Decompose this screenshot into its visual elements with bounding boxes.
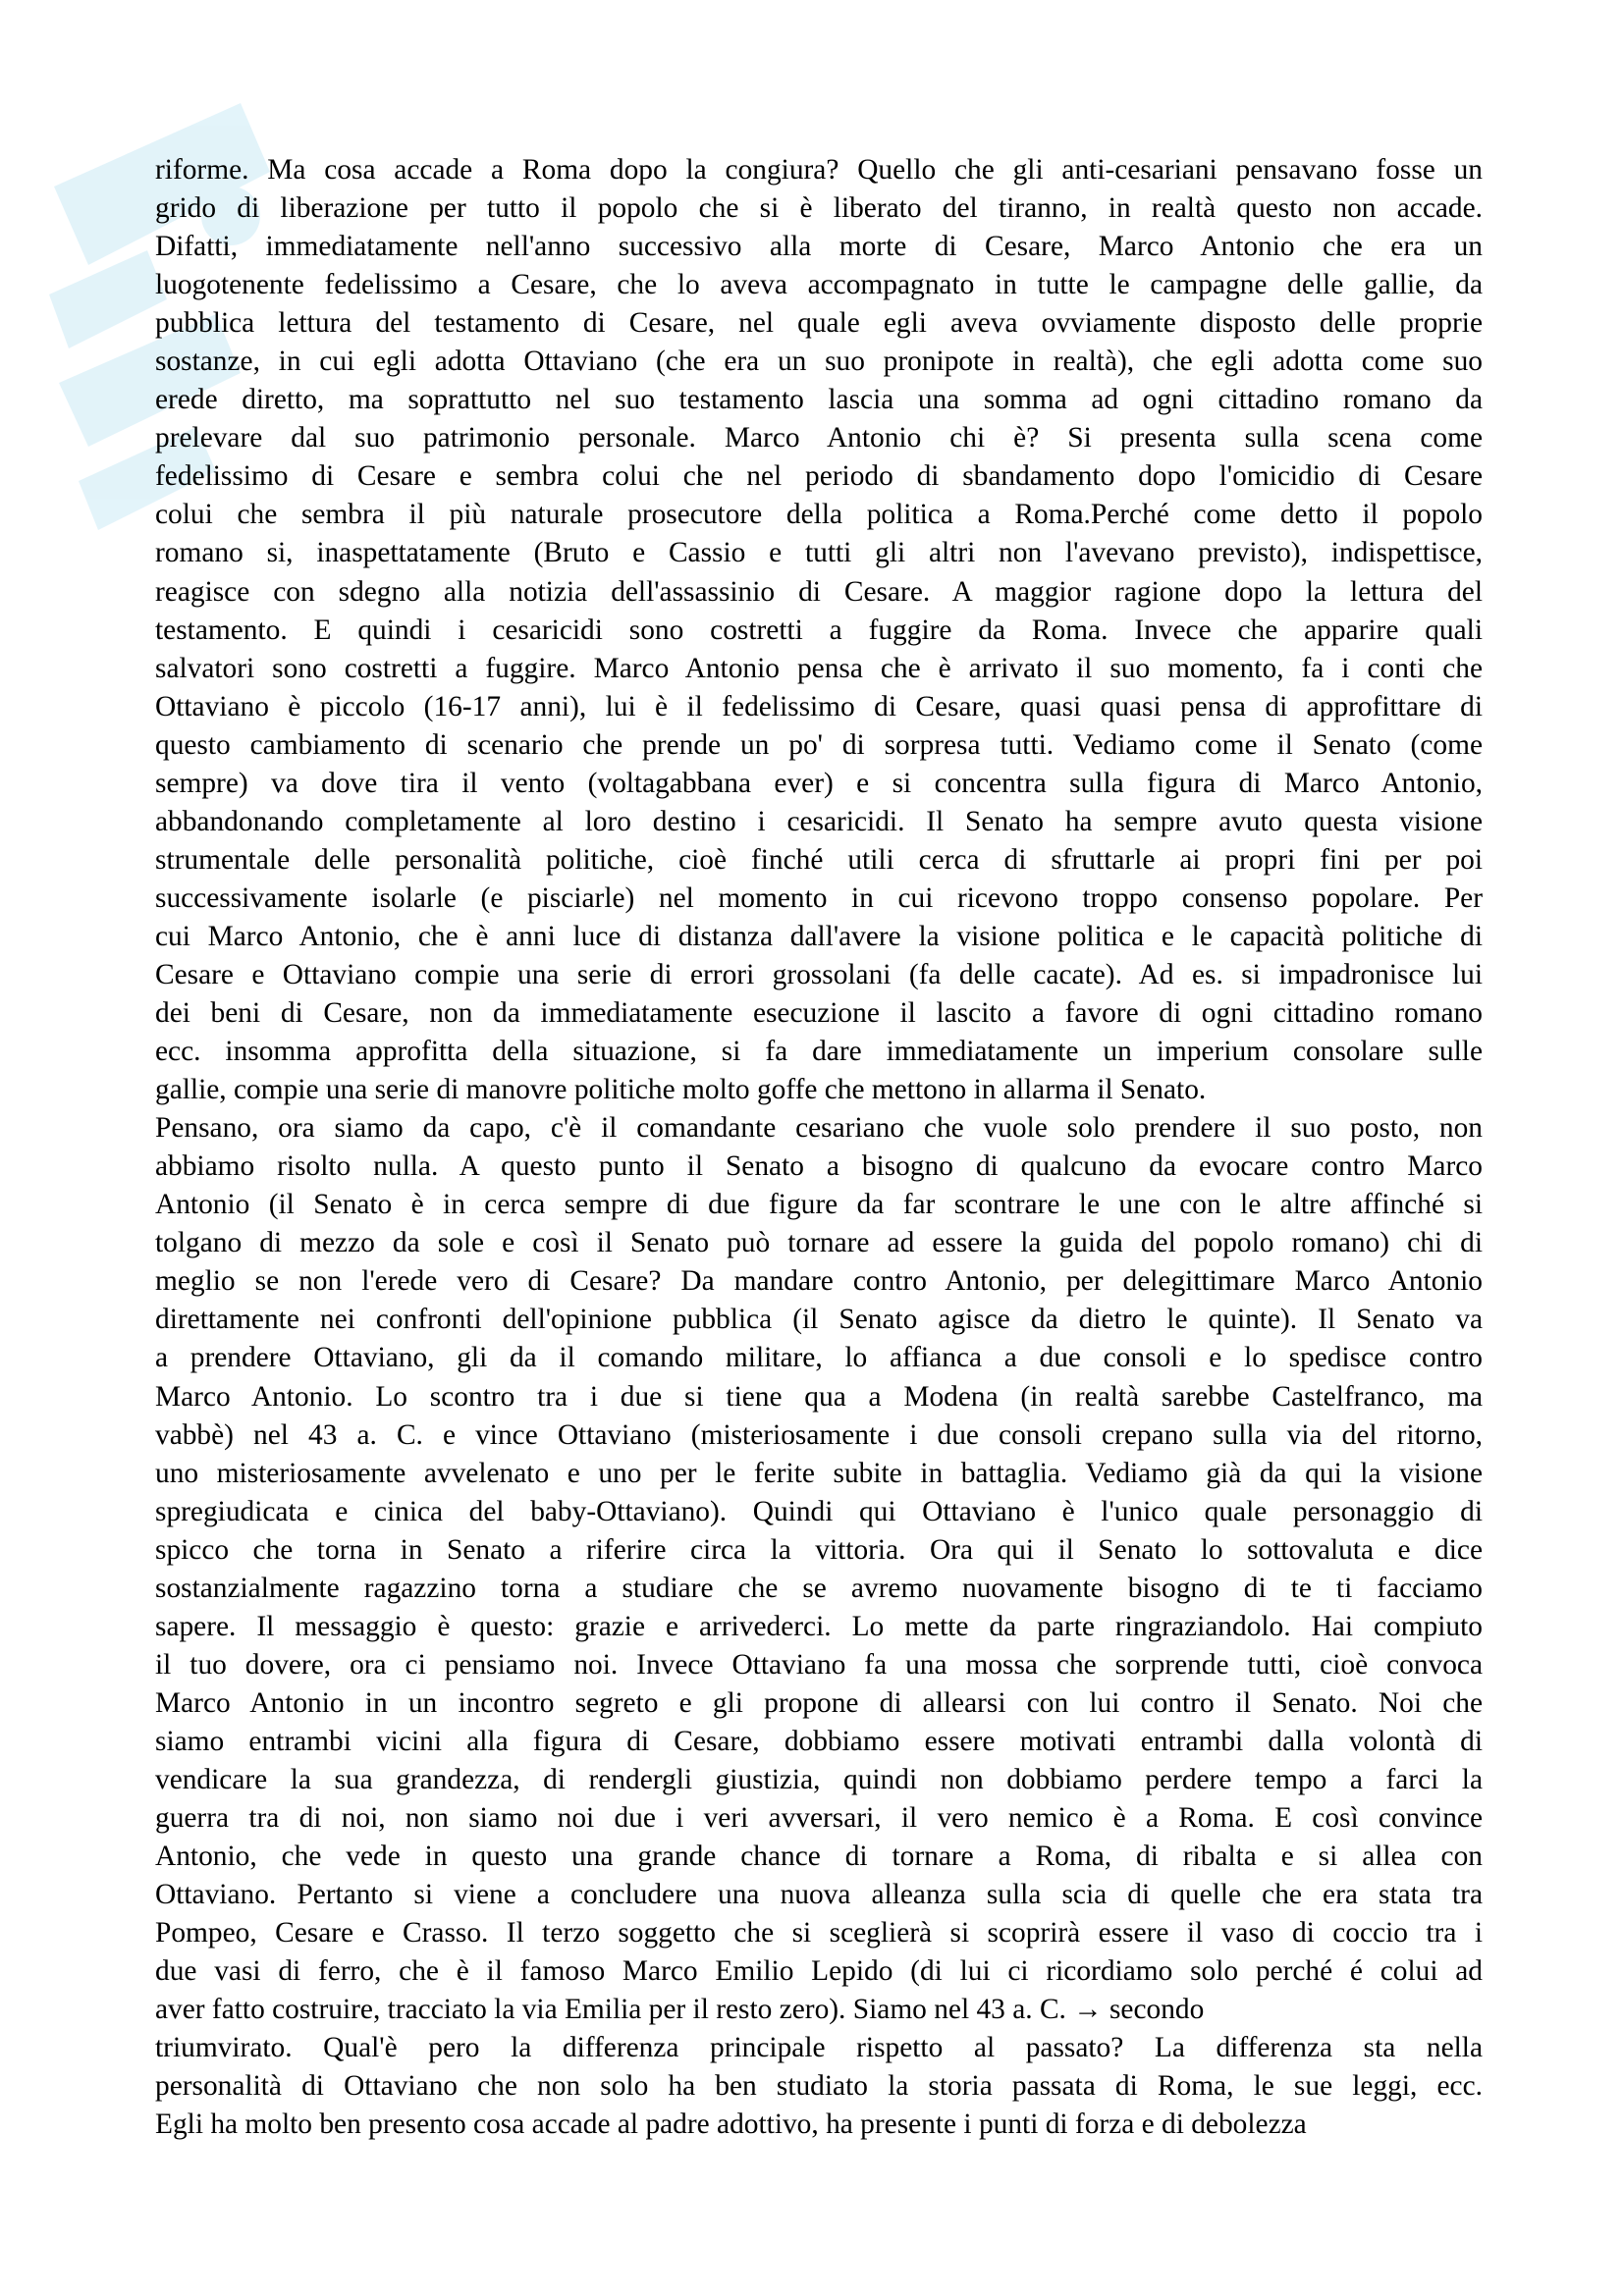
text-line: sostanzialmente ragazzino torna a studiare che se avremo nuovamente bisogno di te ti facciamo [155, 1572, 1483, 1604]
text-line: direttamente nei confronti dell'opinione pubblica (il Senato agisce da dietro le quinte). Il Senato va [155, 1304, 1483, 1336]
text-line: Pensano, ora siamo da capo, c'è il comandante cesariano che vuole solo prendere il suo posto, non [155, 1112, 1483, 1145]
text-line: pubblica lettura del testamento di Cesare, nel quale egli aveva ovviamente disposto delle proprie [155, 307, 1483, 340]
text-line: gallie, compie una serie di manovre politiche molto goffe che mettono in allarma il Senato. [155, 1074, 1207, 1106]
text-line: guerra tra di noi, non siamo noi due i veri avversari, il vero nemico è a Roma. E così convince [155, 1802, 1483, 1835]
text-line: sempre) va dove tira il vento (voltagabbana ever) e si concentra sulla figura di Marco Antonio, [155, 767, 1483, 799]
text-line: salvatori sono costretti a fuggire. Marco Antonio pensa che è arrivato il suo momento, fa i conti che [155, 652, 1483, 684]
text-line: Antonio (il Senato è in cerca sempre di due figure da far scontrare le une con le altre affinché si [155, 1189, 1483, 1221]
text-line: uno misteriosamente avvelenato e uno per le ferite subite in battaglia. Vediamo già da qui la visione [155, 1457, 1483, 1489]
text-line: Difatti, immediatamente nell'anno successivo alla morte di Cesare, Marco Antonio che era un [155, 231, 1483, 263]
text-line: cui Marco Antonio, che è anni luce di distanza dall'avere la visione politica e le capacità politiche di [155, 920, 1483, 952]
document-body [155, 151, 1483, 2144]
text-line: reagisce con sdegno alla notizia dell'assassinio di Cesare. A maggior ragione dopo la lettura del [155, 575, 1483, 608]
text-line: abbandonando completamente al loro destino i cesaricidi. Il Senato ha sempre avuto questa visione [155, 805, 1483, 837]
text-line: spregiudicata e cinica del baby-Ottaviano). Quindi qui Ottaviano è l'unico quale personaggio di [155, 1495, 1483, 1527]
text-line: aver fatto costruire, tracciato la via Emilia per il resto zero). Siamo nel 43 a. C. → secondo [155, 1994, 1205, 2026]
text-line: vabbè) nel 43 a. C. e vince Ottaviano (misteriosamente i due consoli crepano sulla via del ritorno, [155, 1418, 1483, 1451]
text-line: romano si, inaspettatamente (Bruto e Cassio e tutti gli altri non l'avevano previsto), indispettisce, [155, 537, 1483, 569]
text-line: il tuo dovere, ora ci pensiamo noi. Invece Ottaviano fa una mossa che sorprende tutti, cioè convoca [155, 1648, 1483, 1681]
text-line: dei beni di Cesare, non da immediatamente esecuzione il lascito a favore di ogni cittadino romano [155, 997, 1483, 1030]
text-line: Antonio, che vede in questo una grande chance di tornare a Roma, di ribalta e si allea con [155, 1841, 1483, 1873]
text-line: luogotenente fedelissimo a Cesare, che lo aveva accompagnato in tutte le campagne delle gallie, da [155, 269, 1483, 301]
text-line: Cesare e Ottaviano compie una serie di errori grossolani (fa delle cacate). Ad es. si impadronisce lui [155, 958, 1483, 990]
text-line: questo cambiamento di scenario che prende un po' di sorpresa tutti. Vediamo come il Senato (come [155, 728, 1483, 761]
text-line: meglio se non l'erede vero di Cesare? Da mandare contro Antonio, per delegittimare Marco Antonio [155, 1265, 1483, 1298]
text-line: spicco che torna in Senato a riferire circa la vittoria. Ora qui il Senato lo sottovaluta e dice [155, 1533, 1483, 1566]
text-line: due vasi di ferro, che è il famoso Marco Emilio Lepido (di lui ci ricordiamo solo perché é colui ad [155, 1955, 1483, 1988]
text-line: successivamente isolarle (e pisciarle) nel momento in cui ricevono troppo consenso popolare. Per [155, 881, 1483, 914]
text-line: Pompeo, Cesare e Crasso. Il terzo soggetto che si sceglierà si scoprirà essere il vaso di coccio tra i [155, 1917, 1483, 1949]
text-line: a prendere Ottaviano, gli da il comando militare, lo affianca a due consoli e lo spedisce contro [155, 1342, 1483, 1374]
text-line: vendicare la sua grandezza, di rendergli giustizia, quindi non dobbiamo perdere tempo a farci la [155, 1763, 1483, 1795]
text-line: Egli ha molto ben presento cosa accade al padre adottivo, ha presente i punti di forza e di debolezza [155, 2109, 1307, 2141]
text-line: abbiamo risolto nulla. A questo punto il Senato a bisogno di qualcuno da evocare contro Marco [155, 1150, 1483, 1183]
text-line: siamo entrambi vicini alla figura di Cesare, dobbiamo essere motivati entrambi dalla volontà di [155, 1725, 1483, 1757]
text-line: sostanze, in cui egli adotta Ottaviano (che era un suo pronipote in realtà), che egli adotta come suo [155, 346, 1483, 378]
text-line: Ottaviano è piccolo (16-17 anni), lui è il fedelissimo di Cesare, quasi quasi pensa di approfittare di [155, 690, 1483, 722]
text-line: riforme. Ma cosa accade a Roma dopo la congiura? Quello che gli anti-cesariani pensavano fosse un [155, 154, 1483, 186]
text-line: Marco Antonio in un incontro segreto e gli propone di allearsi con lui contro il Senato. Noi che [155, 1686, 1483, 1719]
text-line: ecc. insomma approfitta della situazione, si fa dare immediatamente un imperium consolare sulle [155, 1036, 1483, 1068]
text-line: erede diretto, ma soprattutto nel suo testamento lascia una somma ad ogni cittadino romano da [155, 384, 1483, 416]
text-line: colui che sembra il più naturale prosecutore della politica a Roma.Perché come detto il popolo [155, 499, 1483, 531]
text-line: prelevare dal suo patrimonio personale. Marco Antonio chi è? Si presenta sulla scena come [155, 422, 1483, 454]
text-line: personalità di Ottaviano che non solo ha ben studiato la storia passata di Roma, le sue leggi, ecc. [155, 2070, 1483, 2103]
text-line: Marco Antonio. Lo scontro tra i due si tiene qua a Modena (in realtà sarebbe Castelfranco, ma [155, 1380, 1483, 1413]
text-line: sapere. Il messaggio è questo: grazie e arrivederci. Lo mette da parte ringraziandolo. Hai compiuto [155, 1610, 1483, 1642]
text-line: testamento. E quindi i cesaricidi sono costretti a fuggire da Roma. Invece che apparire quali [155, 614, 1483, 646]
text-line: strumentale delle personalità politiche, cioè finché utili cerca di sfruttarle ai propri fini per poi [155, 843, 1483, 876]
text-line: tolgano di mezzo da sole e così il Senato può tornare ad essere la guida del popolo romano) chi di [155, 1227, 1483, 1259]
text-line: grido di liberazione per tutto il popolo che si è liberato del tiranno, in realtà questo non accade. [155, 192, 1483, 225]
text-line: triumvirato. Qual'è pero la differenza principale rispetto al passato? La differenza sta nella [155, 2032, 1483, 2064]
text-line: fedelissimo di Cesare e sembra colui che nel periodo di sbandamento dopo l'omicidio di Cesare [155, 460, 1483, 493]
text-line: Ottaviano. Pertanto si viene a concludere una nuova alleanza sulla scia di quelle che era stata tra [155, 1879, 1483, 1911]
